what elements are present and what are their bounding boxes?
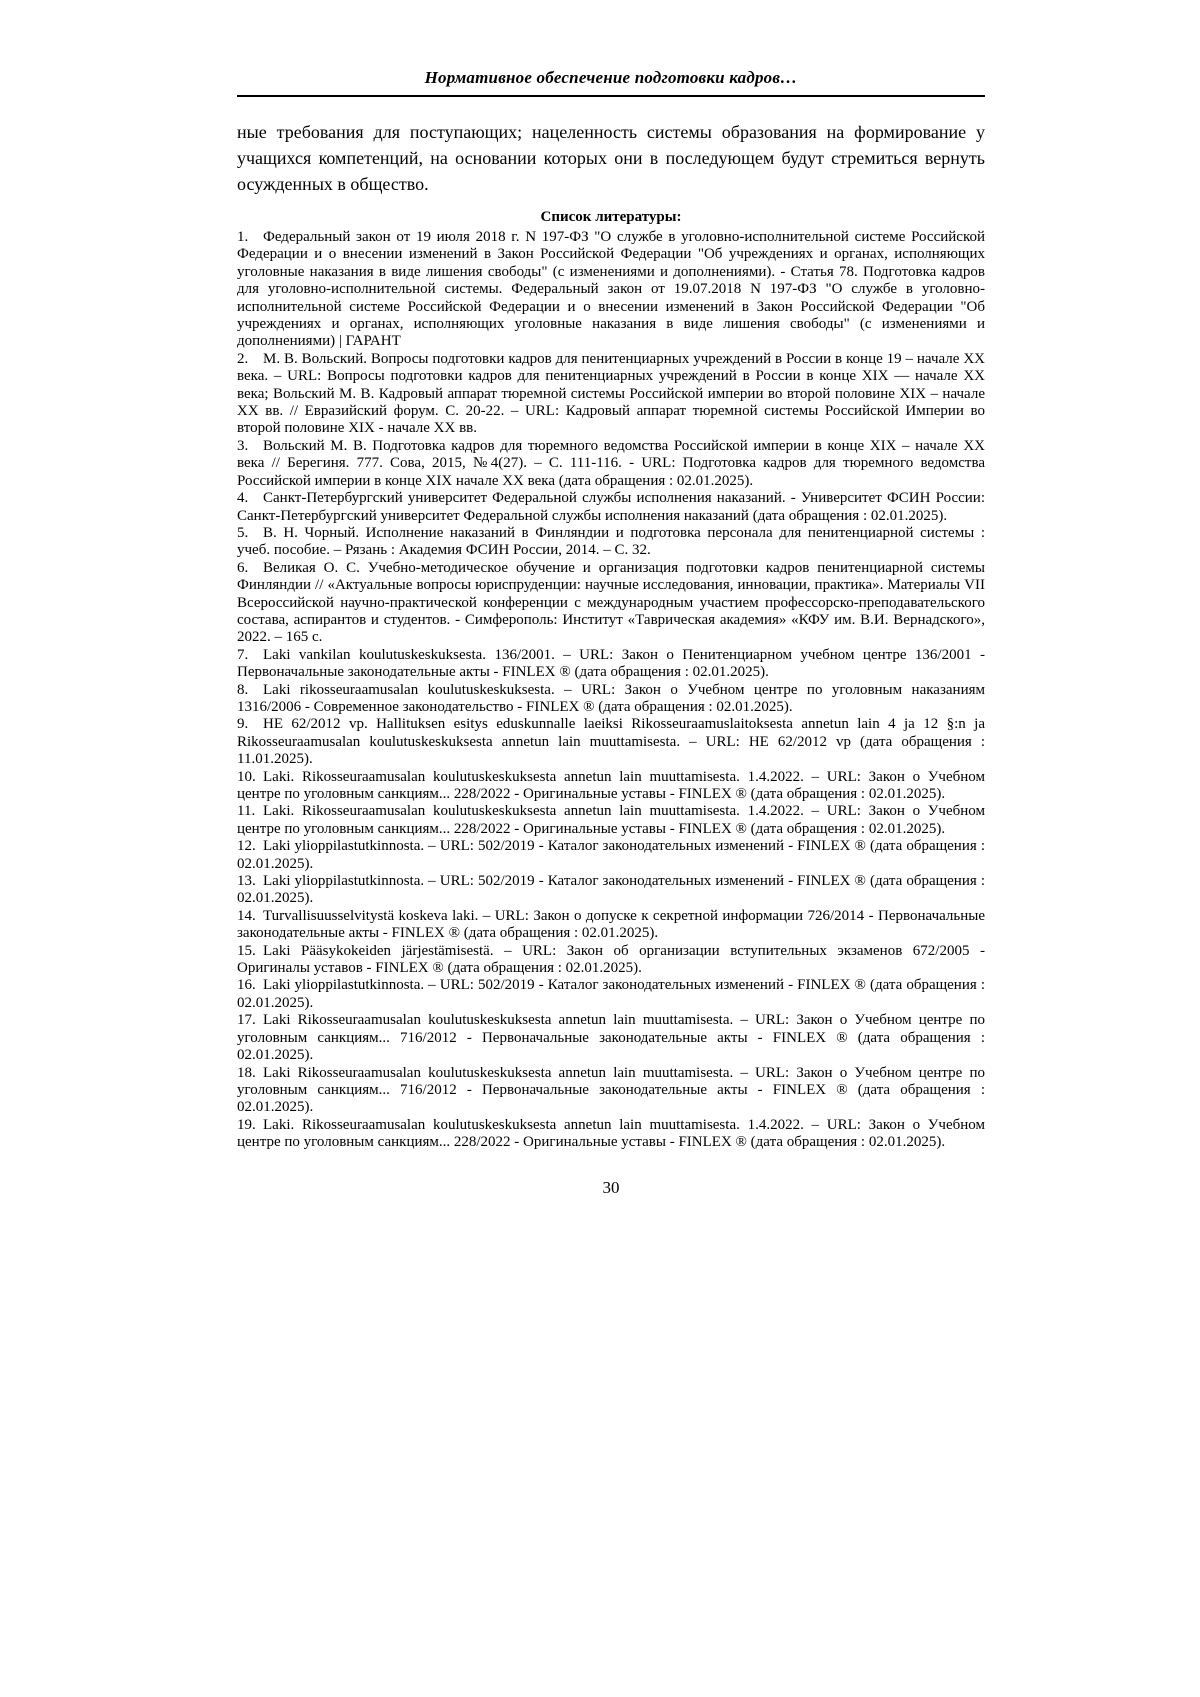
reference-text: HE 62/2012 vp. Hallituksen esitys eduskunnalle laeiksi Rikosseuraamuslaitoksesta annetun lain 4 ja 12 §:n ja Rikosseuraamusalan koulutuskeskuksesta annetun lain muuttamisesta. – URL: HE 62/2012 vp (дата обращения : 11.01.2025).: [237, 716, 985, 768]
reference-text: Laki vankilan koulutuskeskuksesta. 136/2001. – URL: Закон о Пенитенциарном учебном центре 136/2001 - Первоначальные законодательные акты - FINLEX ® (дата обращения : 02.01.2025).: [237, 646, 985, 681]
reference-item-15: [237, 943, 985, 978]
reference-number: 15.: [237, 942, 256, 959]
reference-text: Санкт-Петербургский университет Федеральной службы исполнения наказаний. - Университет ФСИН России: Санкт-Петербургский университет Федеральной службы исполнения наказаний (дата обращения : 02.01.2025).: [237, 490, 985, 524]
reference-text: Вольский М. В. Подготовка кадров для тюремного ведомства Российской империи в конце XIX – начале XX века // Берегиня. 777. Сова, 2015, №4(27). – С. 111-116. - URL: Подготовка кадров для тюремного ведомства Российской империи в конце XIX начале XX века (дата обращения : 02.01.2025).: [237, 437, 985, 489]
reference-item-19: [237, 1117, 985, 1152]
reference-number: 5.: [237, 524, 249, 541]
reference-text: Laki Rikosseuraamusalan koulutuskeskuksesta annetun lain muuttamisesta. – URL: Закон о Учебном центре по уголовным санкциям... 716/2012 - Первоначальные законодательные акты - FINLEX ® (дата обращения : 02.01.2025).: [237, 1012, 985, 1064]
reference-number: 1.: [237, 229, 249, 245]
reference-item-9: [237, 716, 985, 768]
reference-text: М. В. Вольский. Вопросы подготовки кадров для пенитенциарных учреждений в России в конце 19 – начале XX века. – URL: Вопросы подготовки кадров для пенитенциарных учреждений в России в конце XIX — начале XX века; Вольский М. В. Кадровый аппарат тюремной системы Российской империи во второй половине XIX – начале XX вв. // Евразийский форум. С. 20-22. – URL: Кадровый аппарат тюремной системы Российской Империи во второй половине XIX - начале XX вв.: [237, 350, 985, 437]
reference-item-3: [237, 438, 985, 490]
reference-item-1: [237, 229, 985, 351]
reference-number: 17.: [237, 1012, 256, 1029]
reference-number: 4.: [237, 490, 249, 507]
reference-number: 18.: [237, 1064, 256, 1081]
reference-item-12: [237, 838, 985, 873]
reference-number: 10.: [237, 768, 256, 785]
reference-number: 13.: [237, 873, 256, 890]
reference-number: 2.: [237, 350, 249, 367]
reference-item-7: [237, 647, 985, 682]
reference-number: 16.: [237, 977, 256, 994]
reference-number: 19.: [237, 1116, 256, 1133]
reference-text: Laki ylioppilastutkinnosta. – URL: 502/2019 - Каталог законодательных изменений - FINLEX ® (дата обращения : 02.01.2025).: [237, 977, 985, 1011]
intro-paragraph: ные требования для поступающих; нацеленность системы образования на формирование у учащихся компетенций, на основании которых они в последующем будут стремиться вернуть осужденных в общество.: [237, 122, 985, 194]
reference-item-17: [237, 1012, 985, 1064]
reference-item-14: [237, 908, 985, 943]
running-header: Нормативное обеспечение подготовки кадров…: [237, 68, 985, 97]
reference-item-2: [237, 351, 985, 438]
reference-item-10: [237, 769, 985, 804]
reference-item-13: [237, 873, 985, 908]
page-content: [237, 68, 985, 1198]
reference-text: Laki rikosseuraamusalan koulutuskeskuksesta. – URL: Закон о Учебном центре по уголовным наказаниям 1316/2006 - Современное законодательство - FINLEX ® (дата обращения : 02.01.2025).: [237, 681, 985, 715]
page-number: 30: [602, 1177, 620, 1197]
reference-number: 8.: [237, 681, 249, 698]
reference-number: 11.: [237, 803, 256, 820]
reference-item-16: [237, 977, 985, 1012]
references-heading: Список литературы:: [540, 209, 682, 225]
reference-text: В. Н. Чорный. Исполнение наказаний в Финляндии и подготовка персонала для пенитенциарной системы : учеб. пособие. – Рязань : Академия ФСИН России, 2014. – С. 32.: [237, 524, 985, 559]
reference-text: Laki ylioppilastutkinnosta. – URL: 502/2019 - Каталог законодательных изменений - FINLEX ® (дата обращения : 02.01.2025).: [237, 873, 985, 907]
reference-number: 9.: [237, 716, 249, 733]
reference-text: Laki. Rikosseuraamusalan koulutuskeskuksesta annetun lain muuttamisesta. 1.4.2022. – URL: Закон о Учебном центре по уголовным санкциям... 228/2022 - Оригинальные уставы - FINLEX ® (дата обращения : 02.01.2025).: [237, 1116, 985, 1151]
reference-number: 12.: [237, 838, 256, 855]
reference-number: 14.: [237, 907, 256, 924]
references-list: [237, 229, 985, 1152]
reference-text: Laki Rikosseuraamusalan koulutuskeskuksesta annetun lain muuttamisesta. – URL: Закон о Учебном центре по уголовным санкциям... 716/2012 - Первоначальные законодательные акты - FINLEX ® (дата обращения : 02.01.2025).: [237, 1064, 985, 1116]
reference-text: Laki Pääsykokeiden järjestämisestä. – URL: Закон об организации вступительных экзаменов 672/2005 - Оригиналы уставов - FINLEX ® (дата обращения : 02.01.2025).: [237, 942, 985, 977]
reference-item-11: [237, 803, 985, 838]
reference-number: 6.: [237, 559, 249, 576]
reference-text: Федеральный закон от 19 июля 2018 г. N 197-ФЗ "О службе в уголовно-исполнительной системе Российской Федерации и о внесении изменений в Закон Российской Федерации "Об учреждениях и органах, исполняющих уголовные наказания в виде лишения свободы" (с изменениями и дополнениями). - Статья 78. Подготовка кадров для уголовно-исполнительной системы. Федеральный закон от 19.07.2018 N 197-ФЗ "О службе в уголовно-исполнительной системе Российской Федерации и о внесении изменений в Закон Российской Федерации "Об учреждениях и органах, исполняющих уголовные наказания в виде лишения свободы" (с изменениями и дополнениями) | ГАРАНТ: [237, 229, 985, 350]
reference-text: Laki. Rikosseuraamusalan koulutuskeskuksesta annetun lain muuttamisesta. 1.4.2022. – URL: Закон о Учебном центре по уголовным санкциям... 228/2022 - Оригинальные уставы - FINLEX ® (дата обращения : 02.01.2025).: [237, 803, 985, 837]
reference-text: Turvallisuusselvitystä koskeva laki. – URL: Закон о допуске к секретной информации 726/2014 - Первоначальные законодательные акты - FINLEX ® (дата обращения : 02.01.2025).: [237, 907, 985, 942]
reference-number: 7.: [237, 646, 249, 663]
reference-item-4: [237, 490, 985, 525]
reference-item-8: [237, 682, 985, 717]
reference-number: 3.: [237, 437, 249, 454]
reference-item-5: [237, 525, 985, 560]
reference-item-6: [237, 560, 985, 647]
reference-text: Великая О. С. Учебно-методическое обучение и организация подготовки кадров пенитенциарной системы Финляндии // «Актуальные вопросы юриспруденции: научные исследования, инновации, практика». Материалы VII Всероссийской научно-практической конференции с международным участием профессорско-преподавательского состава, аспирантов и студентов. - Симферополь: Институт «Таврическая академия» «КФУ им. В.И. Вернадского», 2022. – 165 с.: [237, 559, 985, 646]
reference-text: Laki. Rikosseuraamusalan koulutuskeskuksesta annetun lain muuttamisesta. 1.4.2022. – URL: Закон о Учебном центре по уголовным санкциям... 228/2022 - Оригинальные уставы - FINLEX ® (дата обращения : 02.01.2025).: [237, 768, 985, 802]
reference-item-18: [237, 1065, 985, 1117]
reference-text: Laki ylioppilastutkinnosta. – URL: 502/2019 - Каталог законодательных изменений - FINLEX ® (дата обращения : 02.01.2025).: [237, 838, 985, 872]
